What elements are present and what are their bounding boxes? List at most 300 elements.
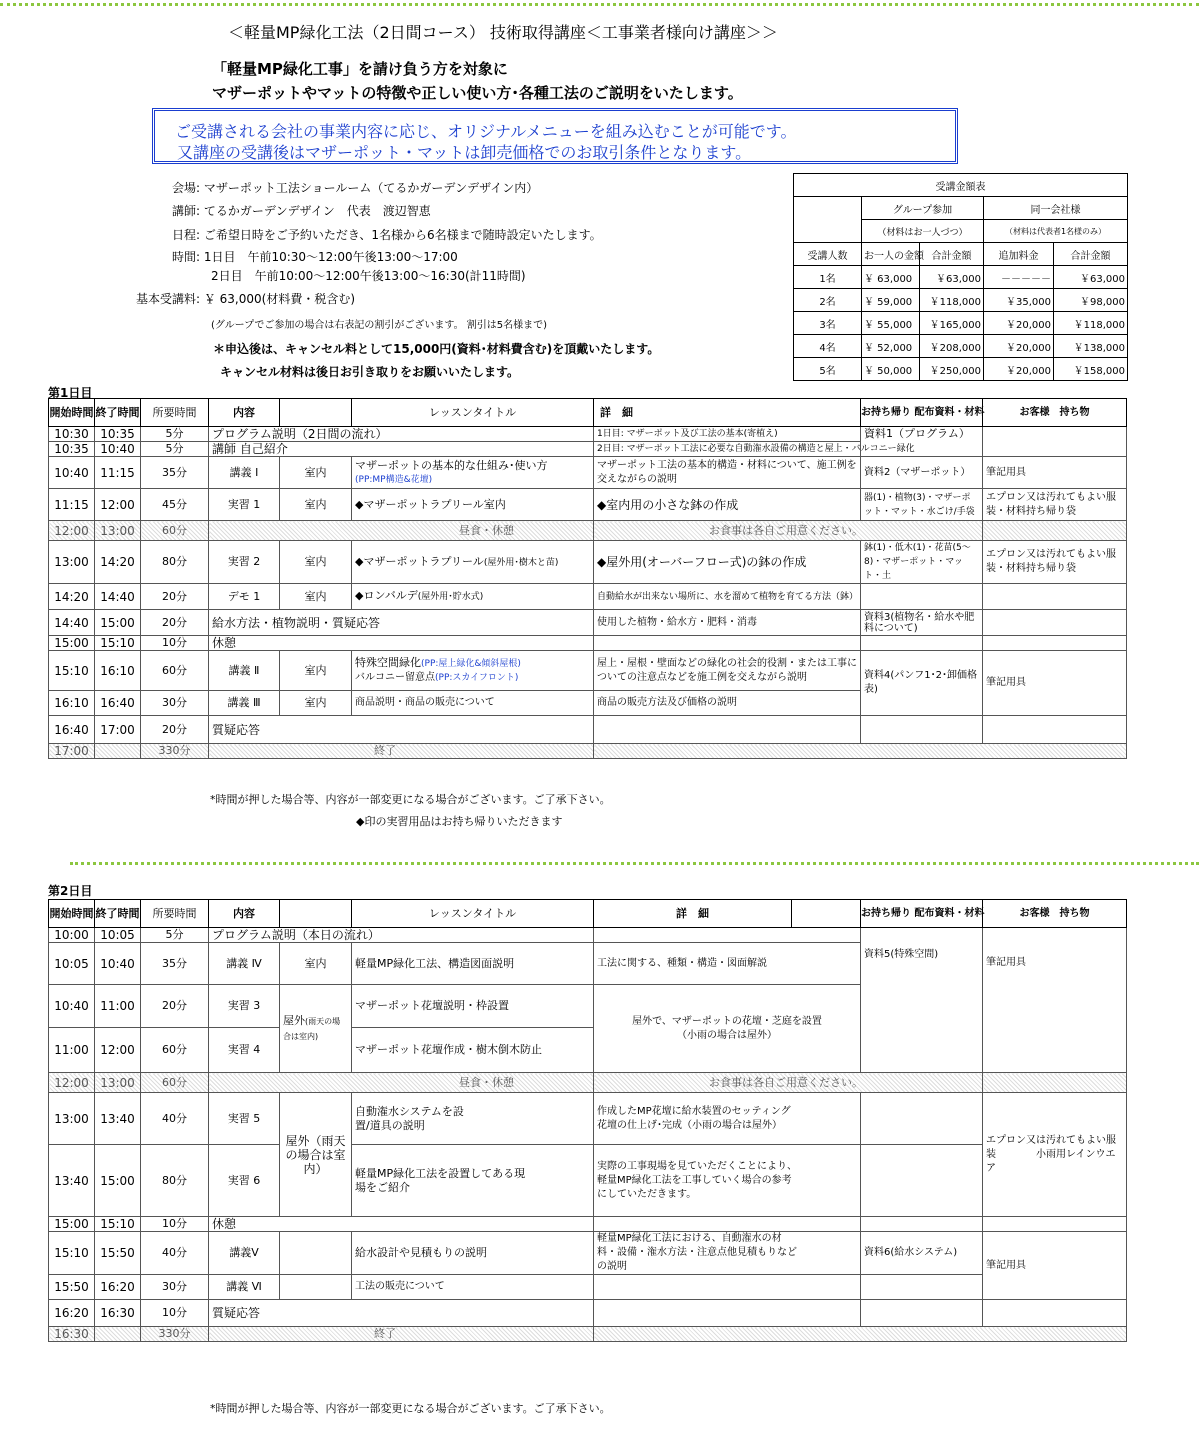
- fee-total2: ￥118,000: [1054, 312, 1128, 335]
- fee-col-per: お一人の金額: [862, 243, 920, 266]
- fee-total: ￥208,000: [920, 335, 984, 358]
- day1-schedule-table: [48, 398, 1127, 759]
- fee-col-total: 合計金額: [920, 243, 984, 266]
- fee-per: ￥ 59,000: [862, 289, 920, 312]
- table-header-row: [49, 900, 1127, 928]
- take-home: [861, 1300, 983, 1327]
- end-time: 16:30: [49, 1327, 95, 1342]
- lesson: ◆マザーポットラプリール室内: [352, 489, 594, 521]
- info-discount: (グループでご参加の場合は右表記の割引がございます。 割引は5名様まで): [211, 320, 548, 331]
- notice-box: [152, 108, 958, 164]
- table-row: [49, 489, 1127, 521]
- fee-n: 3名: [794, 312, 862, 335]
- content: 実習 6: [209, 1145, 280, 1217]
- bring: [983, 584, 1127, 610]
- info-fee: [60, 290, 355, 307]
- take-home: [861, 636, 983, 651]
- duration: 45分: [141, 489, 209, 521]
- notice-line-1: ご受講される会社の事業内容に応じ、オリジナルメニューを組み込むことが可能です。: [175, 122, 797, 141]
- fee-group-header: グループ参加: [862, 197, 984, 220]
- lesson: 昼食・休憩: [209, 521, 594, 541]
- bring: 筆記用具: [983, 928, 1127, 1073]
- take-home: [861, 716, 983, 744]
- fee-col-total2: 合計金額: [1054, 243, 1128, 266]
- col-place: [280, 399, 352, 427]
- table-row: [49, 1232, 1127, 1275]
- table-row: [49, 1145, 1127, 1217]
- bring: エプロン又は汚れてもよい服装・材料持ち帰り袋: [983, 541, 1127, 584]
- content: 実習 3: [209, 985, 280, 1028]
- table-row: [49, 651, 1127, 691]
- day2-note-1: *時間が押した場合等、内容が一部変更になる場合がございます。ご了承下さい。: [210, 1402, 611, 1415]
- end-label: 終了: [209, 1327, 594, 1342]
- lesson-sub: (PP:MP構造&花壇): [355, 474, 433, 485]
- end-time: 15:10: [95, 636, 141, 651]
- start-time: 10:40: [49, 457, 95, 489]
- lead-line-2: マザーポットやマットの特徴や正しい使い方･各種工法のご説明をいたします。: [212, 84, 743, 102]
- bring: [983, 427, 1127, 457]
- place: 屋外（雨天の場合は室内）: [280, 1093, 352, 1217]
- place: 室内: [280, 691, 352, 716]
- content: 講師 自己紹介: [209, 442, 594, 457]
- place: 室内: [280, 541, 352, 584]
- table-row: [49, 541, 1127, 584]
- detail: 自動給水が出来ない場所に、水を溜めて植物を育てる方法（鉢）: [594, 584, 861, 610]
- duration: 10分: [141, 1300, 209, 1327]
- content: プログラム説明（本日の流れ）: [209, 928, 594, 943]
- top-dotted-divider: [0, 3, 1199, 6]
- detail: [594, 636, 861, 651]
- end-time: 16:40: [95, 691, 141, 716]
- fee-total2: ￥158,000: [1054, 358, 1128, 381]
- table-row: [49, 1275, 1127, 1300]
- detail-line-1: 屋外で、マザーポットの花壇・芝庭を設置: [632, 1015, 822, 1027]
- start-time: 12:00: [49, 1073, 95, 1093]
- info-lecturer-value: てるかガーデンデザイン 代表 渡辺智恵: [203, 204, 431, 218]
- lesson-title: 特殊空間緑化: [355, 656, 421, 669]
- content: 講義 Ⅵ: [209, 1275, 280, 1300]
- lesson-title: マザーポットの基本的な仕組み･使い方: [355, 458, 548, 472]
- fee-per: ￥ 50,000: [862, 358, 920, 381]
- start-time: 13:40: [49, 1145, 95, 1217]
- table-row: [49, 1217, 1127, 1232]
- place: 室内: [280, 584, 352, 610]
- start-time: 10:30: [49, 427, 95, 442]
- info-time-label: 時間:: [171, 250, 200, 264]
- end-time: 14:20: [95, 541, 141, 584]
- table-row: [49, 584, 1127, 610]
- fee-total: ￥250,000: [920, 358, 984, 381]
- info-venue: [60, 179, 538, 196]
- end-time: 16:30: [95, 1300, 141, 1327]
- place: [280, 1232, 352, 1275]
- lesson: マザーポット花壇作成・樹木倒木防止: [352, 1028, 594, 1073]
- start-time: 15:50: [49, 1275, 95, 1300]
- fee-total: ￥165,000: [920, 312, 984, 335]
- detail: [594, 716, 861, 744]
- place: [280, 1275, 352, 1300]
- col-take-home: お持ち帰り 配布資料・材料: [861, 399, 983, 427]
- info-date: [60, 226, 602, 243]
- end-time: 12:00: [95, 489, 141, 521]
- take-home: [861, 1145, 983, 1217]
- content: 講義 Ⅳ: [209, 943, 280, 985]
- lesson: [352, 651, 594, 691]
- col-extra: [792, 900, 861, 928]
- end-time: 17:00: [49, 744, 95, 759]
- col-bring: お客様 持ち物: [983, 900, 1127, 928]
- notice-line-2: 又講座の受講後はマザーポット・マットは卸売価格でのお取引条件となります。: [177, 143, 752, 162]
- content: プログラム説明（2日間の流れ）: [209, 427, 594, 442]
- total-duration: 330分: [141, 1327, 209, 1342]
- lesson-sub: (屋外用･樹木と苗): [483, 557, 559, 568]
- col-lesson: レッスンタイトル: [352, 900, 594, 928]
- bring: [983, 521, 1127, 541]
- duration: 5分: [141, 427, 209, 442]
- content: 講義 Ⅲ: [209, 691, 280, 716]
- duration: 10分: [141, 636, 209, 651]
- detail: [594, 1300, 861, 1327]
- bring: エプロン又は汚れてもよい服装 小雨用レインウエア: [983, 1093, 1127, 1217]
- lesson: 商品説明・商品の販売について: [352, 691, 594, 716]
- fee-col-extra: 追加料金: [984, 243, 1054, 266]
- fee-total: ￥118,000: [920, 289, 984, 312]
- table-row-lunch: [49, 521, 1127, 541]
- detail: お食事は各自ご用意ください。: [594, 521, 983, 541]
- col-end: 終了時間: [95, 900, 141, 928]
- take-home: 資料6(給水システム): [861, 1232, 983, 1275]
- content: 講義 Ⅱ: [209, 651, 280, 691]
- start-time: 15:10: [49, 1232, 95, 1275]
- lesson: マザーポット花壇説明・枠設置: [352, 985, 594, 1028]
- duration: 30分: [141, 1275, 209, 1300]
- col-end: 終了時間: [95, 399, 141, 427]
- place: 室内: [280, 943, 352, 985]
- content: 給水方法・植物説明・質疑応答: [209, 610, 594, 636]
- start-time: 13:00: [49, 541, 95, 584]
- detail: 使用した植物・給水方・肥料・消毒: [594, 610, 861, 636]
- fee-company-note: （材料は代表者1名様のみ）: [984, 220, 1128, 243]
- content: デモ 1: [209, 584, 280, 610]
- content: 休憩: [209, 636, 594, 651]
- take-home: [861, 1275, 983, 1300]
- duration: 60分: [141, 651, 209, 691]
- end-time: 10:35: [95, 427, 141, 442]
- col-duration: 所要時間: [141, 399, 209, 427]
- detail: 軽量MP緑化工法における、自動潅水の材料・設備・潅水方法・注意点他見積もりなどの説明: [594, 1232, 861, 1275]
- detail: 実際の工事現場を見ていただくことにより、軽量MP緑化工法を工事していく場合の参考にしていただきます。: [594, 1145, 861, 1217]
- take-home: [861, 1093, 983, 1145]
- middle-dotted-divider: [70, 862, 1199, 865]
- fee-col-people: 受講人数: [794, 243, 862, 266]
- fee-per: ￥ 55,000: [862, 312, 920, 335]
- duration: 80分: [141, 541, 209, 584]
- bring: [983, 1217, 1127, 1232]
- fee-total2: ￥138,000: [1054, 335, 1128, 358]
- lesson: [352, 457, 594, 489]
- detail: 屋上・屋根・壁面などの緑化の社会的役割・または工事についての注意点などを施工例を交えながら説明: [594, 651, 861, 691]
- content: 講義 Ⅰ: [209, 457, 280, 489]
- table-row-total: [49, 1327, 1127, 1342]
- fee-company-header: 同一会社様: [984, 197, 1128, 220]
- fee-per: ￥ 63,000: [862, 266, 920, 289]
- duration: 10分: [141, 1217, 209, 1232]
- lesson-title: ◆ロンバルデ: [355, 589, 418, 602]
- start-time: 16:20: [49, 1300, 95, 1327]
- end-time: 16:10: [95, 651, 141, 691]
- start-time: 16:10: [49, 691, 95, 716]
- info-cancel-1: ＊申込後は、キャンセル料として15,000円(資料･材料費含む)を頂戴いたします。: [213, 342, 660, 356]
- table-row-total: [49, 744, 1127, 759]
- duration: 5分: [141, 442, 209, 457]
- fee-n: 4名: [794, 335, 862, 358]
- end-time: 17:00: [95, 716, 141, 744]
- fee-blank: [794, 197, 862, 243]
- end-time: 14:40: [95, 584, 141, 610]
- detail-line-2: （小雨の場合は屋外）: [677, 1029, 777, 1041]
- detail: 作成したMP花壇に給水装置のセッティング花壇の仕上げ･完成（小雨の場合は屋外）: [594, 1093, 861, 1145]
- col-detail: 詳 細: [594, 399, 861, 427]
- start-time: 15:00: [49, 1217, 95, 1232]
- lesson-title-2: バルコニー留意点: [355, 672, 435, 683]
- info-lecturer-label: 講師:: [171, 204, 200, 218]
- lesson-sub-2: (PP:スカイフロント): [435, 673, 519, 683]
- bring: 筆記用具: [983, 457, 1127, 489]
- take-home: 資料4(パンフ1･2･卸価格表): [861, 651, 983, 716]
- duration: 35分: [141, 457, 209, 489]
- end-time: 10:40: [95, 442, 141, 457]
- start-time: 11:00: [49, 1028, 95, 1073]
- fee-n: 2名: [794, 289, 862, 312]
- end-time: 13:00: [95, 1073, 141, 1093]
- start-time: 15:00: [49, 636, 95, 651]
- end-time: 10:05: [95, 928, 141, 943]
- fee-row: [794, 335, 1128, 358]
- blank: [95, 1327, 141, 1342]
- lesson: 軽量MP緑化工法を設置してある現場をご紹介: [352, 1145, 594, 1217]
- detail: [594, 1217, 861, 1232]
- table-row: [49, 636, 1127, 651]
- col-start: 開始時間: [49, 900, 95, 928]
- content: 休憩: [209, 1217, 594, 1232]
- place-sub: (雨天の場合は室内): [283, 1016, 341, 1041]
- bring: エプロン又は汚れてもよい服装・材料持ち帰り袋: [983, 489, 1127, 521]
- table-row: [49, 457, 1127, 489]
- table-row: [49, 928, 1127, 943]
- duration: 35分: [141, 943, 209, 985]
- fee-row: [794, 289, 1128, 312]
- bring: [983, 610, 1127, 636]
- fee-total2: ￥63,000: [1054, 266, 1128, 289]
- fee-n: 1名: [794, 266, 862, 289]
- duration: 30分: [141, 691, 209, 716]
- take-home: [861, 584, 983, 610]
- end-time: 15:10: [95, 1217, 141, 1232]
- col-content: 内容: [209, 900, 280, 928]
- col-place: [280, 900, 352, 928]
- start-time: 10:00: [49, 928, 95, 943]
- info-fee-label: 基本受講料:: [135, 292, 200, 306]
- total-duration: 330分: [141, 744, 209, 759]
- lesson: [352, 541, 594, 584]
- duration: 40分: [141, 1093, 209, 1145]
- lesson: 軽量MP緑化工法、構造図面説明: [352, 943, 594, 985]
- fee-extra: －－－－－: [984, 266, 1054, 289]
- info-lecturer: [60, 202, 431, 219]
- day2-label: 第2日目: [48, 884, 93, 898]
- col-bring: お客様 持ち物: [983, 399, 1127, 427]
- lesson-sub: (屋外用･貯水式): [417, 592, 484, 602]
- col-lesson: レッスンタイトル: [352, 399, 594, 427]
- fee-total: ￥63,000: [920, 266, 984, 289]
- content: 講義Ⅴ: [209, 1232, 280, 1275]
- end-time: 15:00: [95, 610, 141, 636]
- end-time: 11:15: [95, 457, 141, 489]
- bring: 筆記用具: [983, 651, 1127, 716]
- day1-note-2: ◆印の実習用品はお持ち帰りいただきます: [356, 815, 563, 828]
- blank: [594, 1327, 1127, 1342]
- place: 室内: [280, 651, 352, 691]
- day1-label: 第1日目: [48, 386, 93, 400]
- info-time-2: 2日目 午前10:00～12:00午後13:00～16:30(計11時間): [211, 269, 526, 283]
- fee-table: [793, 173, 1128, 381]
- content: 実習 1: [209, 489, 280, 521]
- table-row: [49, 1093, 1127, 1145]
- start-time: 12:00: [49, 521, 95, 541]
- detail: [594, 985, 861, 1073]
- lesson: [352, 584, 594, 610]
- detail: ◆屋外用(オーバーフロー式)の鉢の作成: [594, 541, 861, 584]
- take-home: 資料2（マザーポット）: [861, 457, 983, 489]
- start-time: 15:10: [49, 651, 95, 691]
- fee-extra: ￥20,000: [984, 358, 1054, 381]
- duration: 60分: [141, 1028, 209, 1073]
- day2-schedule-table: [48, 899, 1127, 1342]
- content: 質疑応答: [209, 1300, 594, 1327]
- take-home: 資料5(特殊空間): [861, 928, 983, 1073]
- detail: [594, 928, 861, 943]
- start-time: 14:40: [49, 610, 95, 636]
- lesson-sub: (PP:屋上緑化&傾斜屋根): [421, 659, 521, 669]
- start-time: 10:05: [49, 943, 95, 985]
- content: 質疑応答: [209, 716, 594, 744]
- duration: 20分: [141, 584, 209, 610]
- col-detail: 詳 細: [594, 900, 792, 928]
- blank: [594, 744, 1127, 759]
- table-row-lunch: [49, 1073, 1127, 1093]
- fee-extra: ￥35,000: [984, 289, 1054, 312]
- info-date-value: ご希望日時をご予約いただき、1名様から6名様まで随時設定いたします。: [203, 228, 602, 242]
- bring: [983, 716, 1127, 744]
- end-time: 10:40: [95, 943, 141, 985]
- end-time: 11:00: [95, 985, 141, 1028]
- start-time: 16:40: [49, 716, 95, 744]
- info-venue-label: 会場:: [171, 181, 200, 195]
- bring: [983, 1073, 1127, 1093]
- fee-table-title: 受講金額表: [794, 174, 1128, 197]
- blank: [95, 744, 141, 759]
- detail: お食事は各自ご用意ください。: [594, 1073, 983, 1093]
- duration: 60分: [141, 1073, 209, 1093]
- content: 実習 4: [209, 1028, 280, 1073]
- take-home: 資料1（プログラム）: [861, 427, 983, 457]
- table-row: [49, 716, 1127, 744]
- lesson: 給水設計や見積もりの説明: [352, 1232, 594, 1275]
- place: 室内: [280, 489, 352, 521]
- info-time: [60, 248, 458, 265]
- end-label: 終了: [209, 744, 594, 759]
- col-take-home: お持ち帰り 配布資料・材料: [861, 900, 983, 928]
- lesson: 昼食・休憩: [209, 1073, 594, 1093]
- end-time: 15:50: [95, 1232, 141, 1275]
- detail: 工法に関する、種類・構造・図面解説: [594, 943, 861, 985]
- bring: [983, 636, 1127, 651]
- table-row: [49, 610, 1127, 636]
- detail: [594, 1275, 861, 1300]
- col-content: 内容: [209, 399, 280, 427]
- fee-row: [794, 266, 1128, 289]
- col-duration: 所要時間: [141, 900, 209, 928]
- take-home: 資料3(植物名・給水や肥料について): [861, 610, 983, 636]
- detail: マザーポット工法の基本的構造・材料について、施工例を交えながらの説明: [594, 457, 861, 489]
- place: [280, 985, 352, 1073]
- fee-n: 5名: [794, 358, 862, 381]
- table-row: [49, 427, 1127, 442]
- bring: 筆記用具: [983, 1232, 1127, 1300]
- start-time: 10:40: [49, 985, 95, 1028]
- fee-row: [794, 358, 1128, 381]
- take-home: 器(1)・植物(3)・マザーポット・マット・水ごけ/手袋: [861, 489, 983, 521]
- place: 室内: [280, 457, 352, 489]
- detail: 2日目: マザーポット工法に必要な自動潅水設備の構造と屋上・バルコニー緑化: [594, 442, 861, 457]
- duration: 80分: [141, 1145, 209, 1217]
- start-time: 13:00: [49, 1093, 95, 1145]
- lesson: 自動潅水システムを設置/道具の説明: [352, 1093, 594, 1145]
- take-home: 鉢(1)・低木(1)・花苗(5～8)・マザーポット・マット・土: [861, 541, 983, 584]
- info-venue-value: マザーポット工法ショールーム（てるかガーデンデザイン内）: [203, 181, 539, 195]
- day1-note-1: *時間が押した場合等、内容が一部変更になる場合がございます。ご了承下さい。: [210, 793, 611, 806]
- duration: 20分: [141, 716, 209, 744]
- page-title: ＜軽量MP緑化工法（2日間コース） 技術取得講座＜工事業者様向け講座＞＞: [228, 23, 778, 42]
- start-time: 10:35: [49, 442, 95, 457]
- end-time: 12:00: [95, 1028, 141, 1073]
- duration: 20分: [141, 610, 209, 636]
- start-time: 14:20: [49, 584, 95, 610]
- lesson: 工法の販売について: [352, 1275, 594, 1300]
- bring: [983, 1300, 1127, 1327]
- detail: 商品の販売方法及び価格の説明: [594, 691, 861, 716]
- duration: 40分: [141, 1232, 209, 1275]
- detail: 1日目: マザーポット及び工法の基本(寄植え): [594, 427, 861, 442]
- info-time-value-1: 1日目 午前10:30～12:00午後13:00～17:00: [203, 250, 458, 264]
- fee-row: [794, 312, 1128, 335]
- lead-line-1: 「軽量MP緑化工事」を請け負う方を対象に: [212, 60, 508, 78]
- col-start: 開始時間: [49, 399, 95, 427]
- duration: 5分: [141, 928, 209, 943]
- fee-extra: ￥20,000: [984, 335, 1054, 358]
- content: 実習 5: [209, 1093, 280, 1145]
- end-time: 13:40: [95, 1093, 141, 1145]
- duration: 20分: [141, 985, 209, 1028]
- start-time: 11:15: [49, 489, 95, 521]
- duration: 60分: [141, 521, 209, 541]
- fee-group-note: （材料はお一人づつ）: [862, 220, 984, 243]
- take-home: [861, 1217, 983, 1232]
- info-date-label: 日程:: [171, 228, 200, 242]
- fee-per: ￥ 52,000: [862, 335, 920, 358]
- content: 実習 2: [209, 541, 280, 584]
- fee-total2: ￥98,000: [1054, 289, 1128, 312]
